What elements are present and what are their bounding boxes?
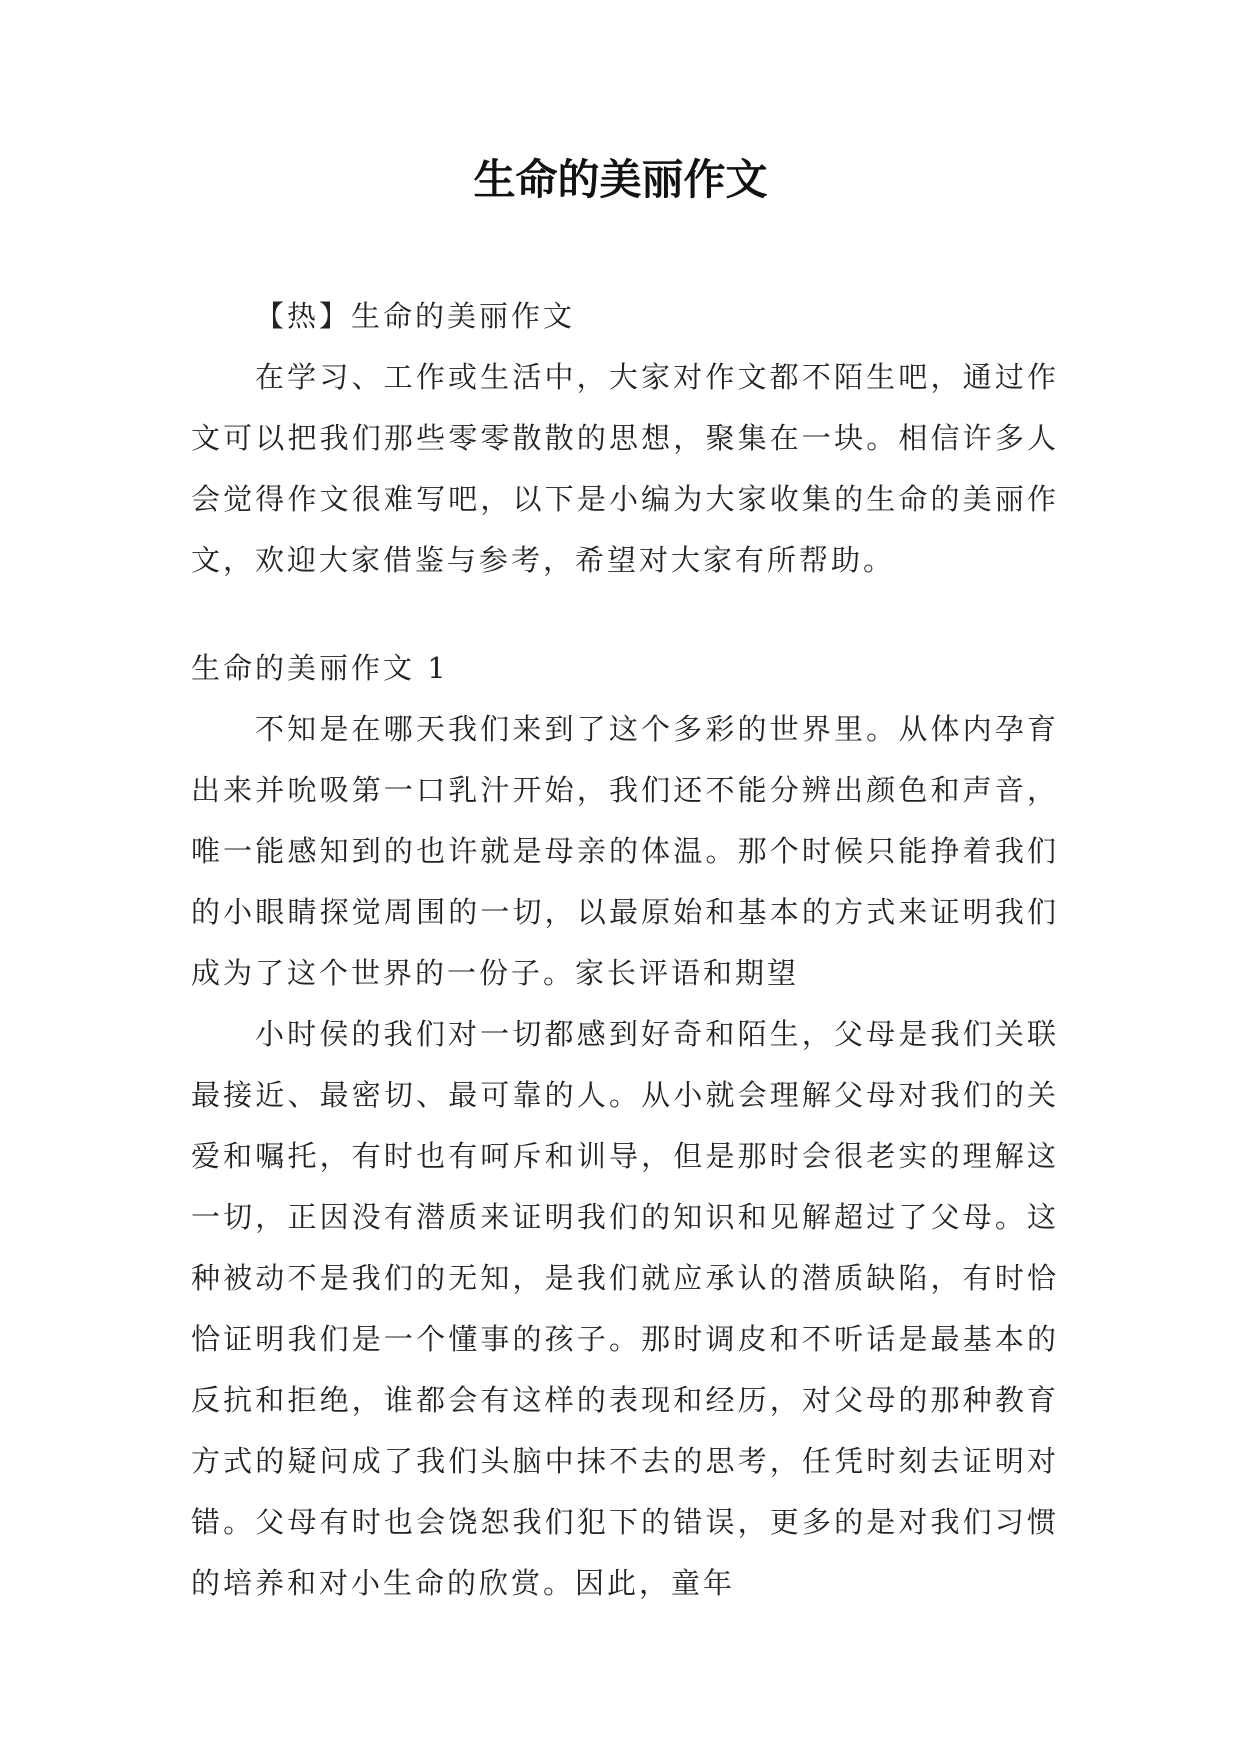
document-title: 生命的美丽作文	[473, 155, 768, 204]
essay-paragraph-2: 小时侯的我们对一切都感到好奇和陌生，父母是我们关联最接近、最密切、最可靠的人。从小就会理解父母对我们的关爱和嘱托，有时也有呵斥和训导，但是那时会很老实的理解这一切，正因没有潜质来证明我们的知识和见解超过了父母。这种被动不是我们的无知，是我们就应承认的潜质缺陷，有时恰恰证明我们是一个懂事的孩子。那时调皮和不听话是最基本的反抗和拒绝，谁都会有这样的表现和经历，对父母的那种教育方式的疑问成了我们头脑中抹不去的思考，任凭时刻去证明对错。父母有时也会饶恕我们犯下的错误，更多的是对我们习惯的培养和对小生命的欣赏。因此，童年	[191, 1017, 1059, 1600]
intro-section	[191, 286, 1059, 591]
essay-paragraph-1: 不知是在哪天我们来到了这个多彩的世界里。从体内孕育出来并吮吸第一口乳汁开始，我们还不能分辨出颜色和声音，唯一能感知到的也许就是母亲的体温。那个时候只能挣着我们的小眼睛探觉周围的一切，以最原始和基本的方式来证明我们成为了这个世界的一份子。家长评语和期望	[191, 712, 1059, 990]
section-heading: 生命的美丽作文 1	[191, 651, 449, 685]
document-subtitle: 【热】生命的美丽作文	[255, 299, 576, 333]
essay-section	[191, 638, 1059, 1614]
intro-paragraph: 在学习、工作或生活中，大家对作文都不陌生吧，通过作文可以把我们那些零零散散的思想，聚集在一块。相信许多人会觉得作文很难写吧，以下是小编为大家收集的生命的美丽作文，欢迎大家借鉴与参考，希望对大家有所帮助。	[191, 360, 1059, 577]
